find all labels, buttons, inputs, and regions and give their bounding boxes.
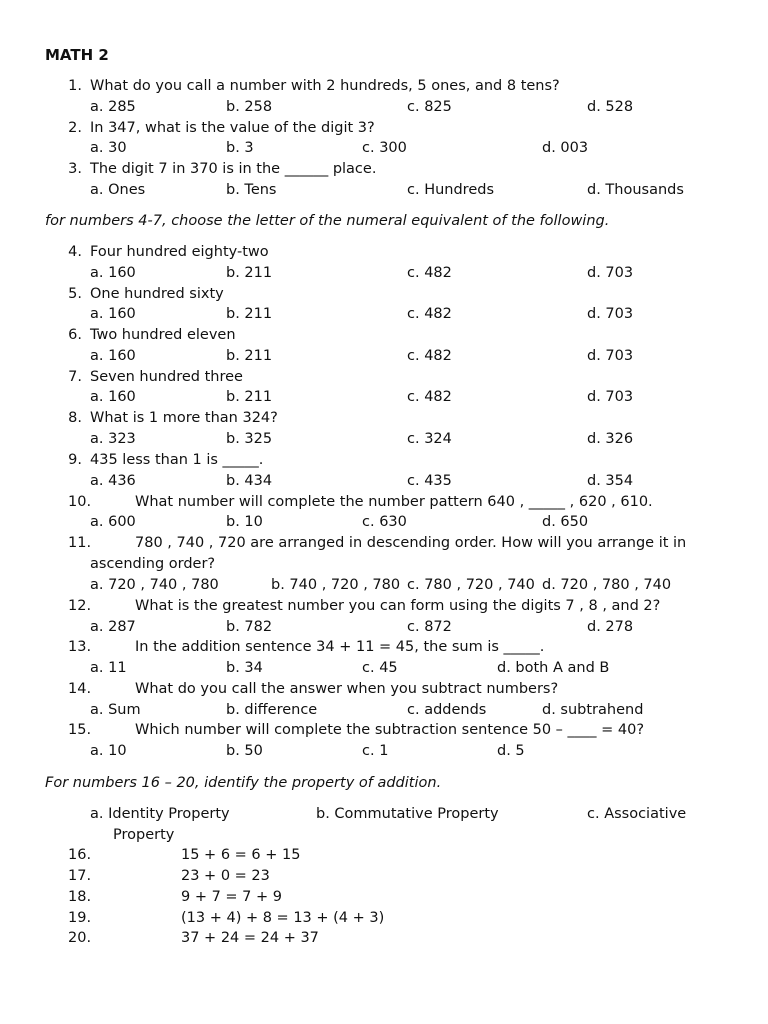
question-number: 3. — [68, 161, 82, 177]
option-b: b. 50 — [226, 743, 263, 759]
item-number: 18. — [68, 889, 92, 905]
instruction-4-7: for numbers 4-7, choose the letter of the numeral equivalent of the following. — [45, 213, 610, 229]
question-text: Two hundred eleven — [90, 327, 236, 343]
option-b: b. 211 — [226, 306, 273, 322]
option-c: c. 630 — [362, 514, 407, 530]
option-c: c. 872 — [407, 619, 452, 635]
option-d: d. 326 — [587, 431, 634, 447]
question-number: 5. — [68, 286, 82, 302]
option-a: a. 10 — [90, 743, 127, 759]
option-a: a. 11 — [90, 660, 127, 676]
option-b: b. 3 — [226, 140, 254, 156]
option-a: a. Ones — [90, 182, 146, 198]
option-d: d. 703 — [587, 389, 634, 405]
option-b: b. 782 — [226, 619, 273, 635]
question-number: 6. — [68, 327, 82, 343]
option-b: b. 258 — [226, 99, 273, 115]
option-a: a. 323 — [90, 431, 136, 447]
question-text: What do you call a number with 2 hundreds, 5 ones, and 8 tens? — [90, 78, 560, 94]
option-d: d. 703 — [587, 306, 634, 322]
option-c: c. 482 — [407, 265, 452, 281]
question-text: Four hundred eighty-two — [90, 244, 269, 260]
option-c: c. 300 — [362, 140, 407, 156]
option-d: d. 5 — [497, 743, 525, 759]
option-b: b. 211 — [226, 348, 273, 364]
option-d: d. 528 — [587, 99, 634, 115]
option-a: a. Sum — [90, 702, 141, 718]
option-a: a. 160 — [90, 348, 136, 364]
question-number: 1. — [68, 78, 82, 94]
option-c: c. 780 , 720 , 740 — [407, 577, 535, 593]
option-b: b. difference — [226, 702, 318, 718]
option-b: b. 10 — [226, 514, 263, 530]
option-d: d. 278 — [587, 619, 634, 635]
question-text: Which number will complete the subtraction sentence 50 – ____ = 40? — [135, 722, 645, 738]
question-text: 435 less than 1 is _____. — [90, 452, 264, 468]
question-number: 13. — [68, 639, 92, 655]
option-d: d. 703 — [587, 348, 634, 364]
option-b: b. Tens — [226, 182, 277, 198]
question-number: 9. — [68, 452, 82, 468]
option-b: b. 211 — [226, 265, 273, 281]
question-number: 4. — [68, 244, 82, 260]
instruction-16-20: For numbers 16 – 20, identify the property of addition. — [45, 775, 442, 791]
item-equation: 23 + 0 = 23 — [181, 868, 270, 884]
option-b: b. 34 — [226, 660, 263, 676]
option-d: d. both A and B — [497, 660, 610, 676]
question-number: 7. — [68, 369, 82, 385]
question-text: What is 1 more than 324? — [90, 410, 278, 426]
question-text: In 347, what is the value of the digit 3? — [90, 120, 375, 136]
question-text: What do you call the answer when you subtract numbers? — [135, 681, 559, 697]
option-c: c. 482 — [407, 348, 452, 364]
option-b: b. 325 — [226, 431, 273, 447]
page-title: MATH 2 — [45, 46, 109, 64]
question-text: 780 , 740 , 720 are arranged in descending order. How will you arrange it in — [135, 535, 687, 551]
option-c: c. 324 — [407, 431, 452, 447]
item-equation: 15 + 6 = 6 + 15 — [181, 847, 301, 863]
property-option-c: c. Associative — [587, 806, 687, 822]
question-number: 2. — [68, 120, 82, 136]
option-d: d. 720 , 780 , 740 — [542, 577, 672, 593]
option-a: a. 436 — [90, 473, 136, 489]
option-c: c. 482 — [407, 306, 452, 322]
option-d: d. 650 — [542, 514, 589, 530]
question-number: 15. — [68, 722, 92, 738]
item-equation: 9 + 7 = 7 + 9 — [181, 889, 283, 905]
item-equation: (13 + 4) + 8 = 13 + (4 + 3) — [181, 910, 385, 926]
question-number: 11. — [68, 535, 92, 551]
option-c: c. 1 — [362, 743, 389, 759]
question-text: In the addition sentence 34 + 11 = 45, the sum is _____. — [135, 639, 545, 655]
item-number: 16. — [68, 847, 92, 863]
property-option-b: b. Commutative Property — [316, 806, 499, 822]
option-a: a. 287 — [90, 619, 136, 635]
option-a: a. 720 , 740 , 780 — [90, 577, 219, 593]
option-d: d. 703 — [587, 265, 634, 281]
question-number: 14. — [68, 681, 92, 697]
option-b: b. 434 — [226, 473, 273, 489]
question-text: One hundred sixty — [90, 286, 224, 302]
option-a: a. 30 — [90, 140, 127, 156]
question-text-continued: ascending order? — [90, 556, 216, 572]
item-equation: 37 + 24 = 24 + 37 — [181, 930, 319, 946]
item-number: 19. — [68, 910, 92, 926]
question-number: 8. — [68, 410, 82, 426]
option-a: a. 285 — [90, 99, 136, 115]
question-text: The digit 7 in 370 is in the ______ place. — [90, 161, 377, 177]
option-a: a. 160 — [90, 389, 136, 405]
option-d: d. 003 — [542, 140, 589, 156]
option-c: c. addends — [407, 702, 487, 718]
question-text: What number will complete the number pattern 640 , _____ , 620 , 610. — [135, 494, 653, 510]
property-option-a: a. Identity Property — [90, 806, 230, 822]
option-c: c. 482 — [407, 389, 452, 405]
option-b: b. 211 — [226, 389, 273, 405]
property-option-continued: Property — [113, 827, 175, 843]
question-number: 10. — [68, 494, 92, 510]
option-a: a. 160 — [90, 306, 136, 322]
question-text: Seven hundred three — [90, 369, 243, 385]
option-d: d. 354 — [587, 473, 634, 489]
item-number: 17. — [68, 868, 92, 884]
question-text: What is the greatest number you can form using the digits 7 , 8 , and 2? — [135, 598, 661, 614]
option-b: b. 740 , 720 , 780 — [271, 577, 401, 593]
option-a: a. 160 — [90, 265, 136, 281]
option-c: c. 435 — [407, 473, 452, 489]
item-number: 20. — [68, 930, 92, 946]
option-c: c. Hundreds — [407, 182, 494, 198]
option-d: d. Thousands — [587, 182, 684, 198]
option-d: d. subtrahend — [542, 702, 644, 718]
option-c: c. 825 — [407, 99, 452, 115]
option-c: c. 45 — [362, 660, 398, 676]
question-number: 12. — [68, 598, 92, 614]
option-a: a. 600 — [90, 514, 136, 530]
